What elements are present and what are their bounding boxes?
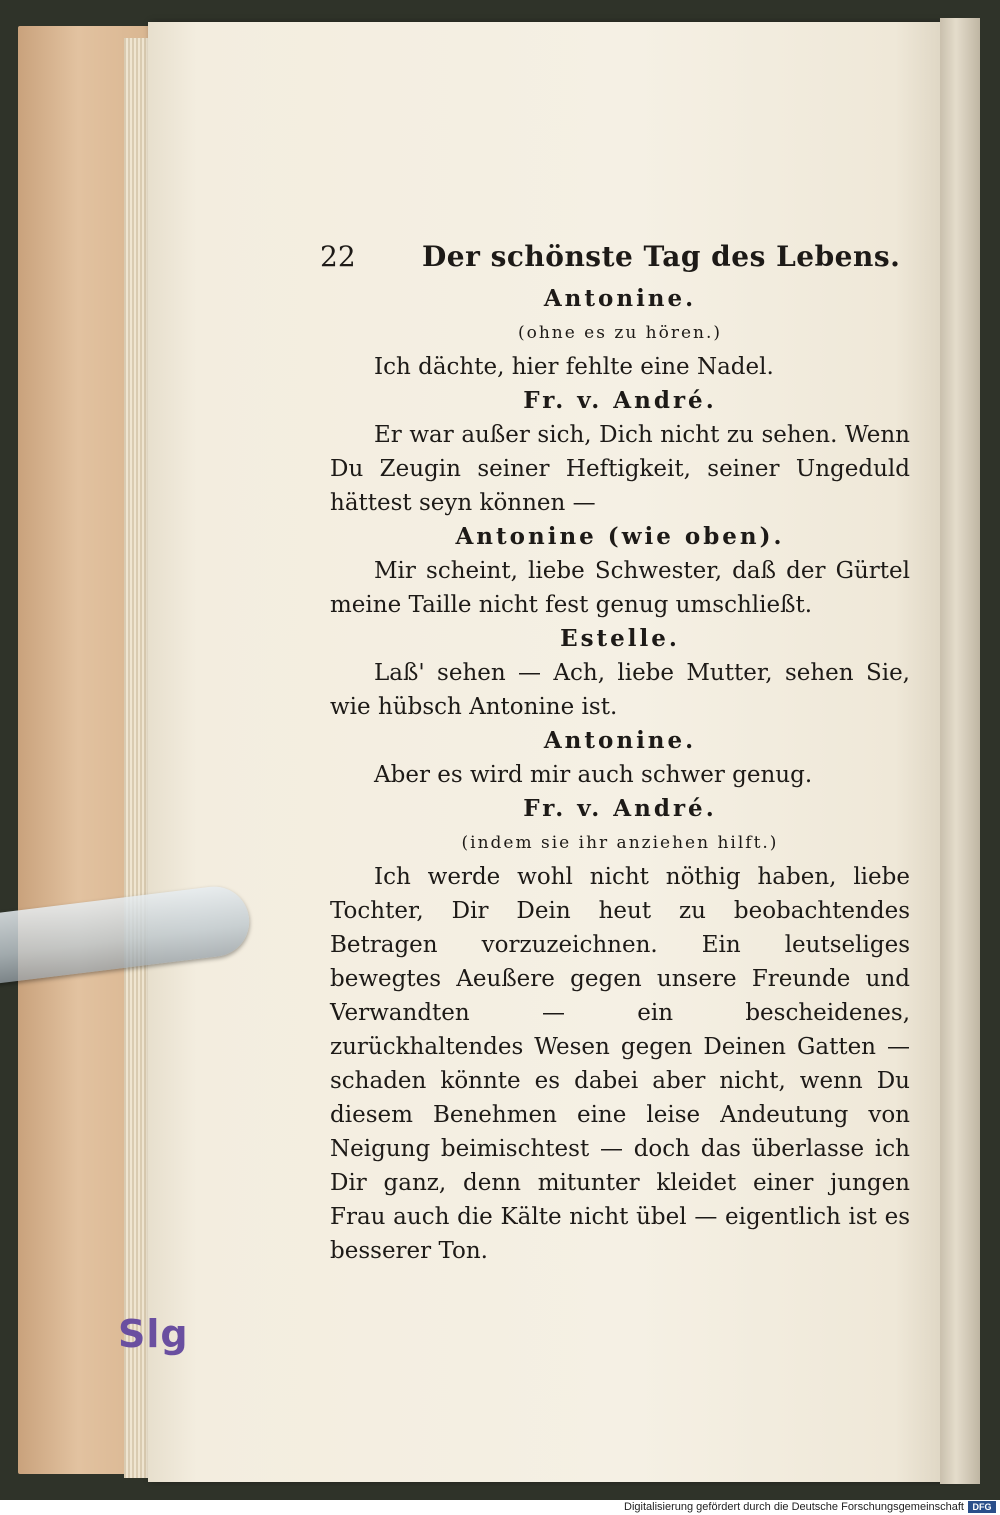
speaker-name: Estelle. bbox=[560, 625, 680, 652]
speaker-name: Antonine. bbox=[543, 727, 697, 754]
speaker-name: Antonine (wie oben). bbox=[455, 523, 785, 550]
dialogue-paragraph: Laß' sehen — Ach, liebe Mutter, sehen Sie, wie hübsch Antonine ist. bbox=[330, 660, 910, 720]
dialogue-paragraph: Er war außer sich, Dich nicht zu sehen. Wenn Du Zeugin seiner Heftigkeit, seiner Ungeduld hättest seyn können — bbox=[330, 422, 910, 516]
stage-direction: (indem sie ihr anziehen hilft.) bbox=[461, 833, 779, 853]
library-stamp: Slg bbox=[118, 1312, 189, 1356]
dialogue-paragraph: Aber es wird mir auch schwer genug. bbox=[374, 762, 813, 788]
dialogue-paragraph: Ich dächte, hier fehlte eine Nadel. bbox=[374, 354, 774, 380]
running-title: Der schönste Tag des Lebens. bbox=[422, 240, 901, 273]
dfg-logo-icon: DFG bbox=[968, 1501, 996, 1513]
page-header bbox=[320, 232, 910, 282]
digitization-footer bbox=[0, 1500, 1000, 1515]
speaker-name: Antonine. bbox=[543, 285, 697, 312]
play-text bbox=[330, 282, 910, 1268]
stage-direction: (ohne es zu hören.) bbox=[517, 323, 723, 343]
speaker-name: Fr. v. André. bbox=[523, 795, 717, 822]
funding-credit: Digitalisierung gefördert durch die Deutsche Forschungsgemeinschaft bbox=[624, 1501, 964, 1513]
page-text bbox=[320, 232, 910, 1268]
next-page-edge bbox=[940, 18, 980, 1484]
page-edges bbox=[124, 38, 150, 1478]
speaker-name: Fr. v. André. bbox=[523, 387, 717, 414]
dialogue-paragraph: Ich werde wohl nicht nöthig haben, liebe Tochter, Dir Dein heut zu beobachtendes Betragen vorzuzeichnen. Ein leutseliges bewegtes Aeußere gegen unsere Freunde und Verwandten — ein bescheidenes, zurückhaltendes Wesen gegen Deinen Gatten — schaden könnte es dabei aber nicht, wenn Du diesem Benehmen eine leise Andeutung von Neigung beimischtest — doch das überlasse ich Dir ganz, denn mitunter kleidet einer jungen Frau auch die Kälte nicht übel — eigentlich ist es besserer Ton. bbox=[330, 864, 910, 1264]
page-number: 22 bbox=[320, 240, 356, 273]
dialogue-paragraph: Mir scheint, liebe Schwester, daß der Gürtel meine Taille nicht fest genug umschließt. bbox=[330, 558, 910, 618]
